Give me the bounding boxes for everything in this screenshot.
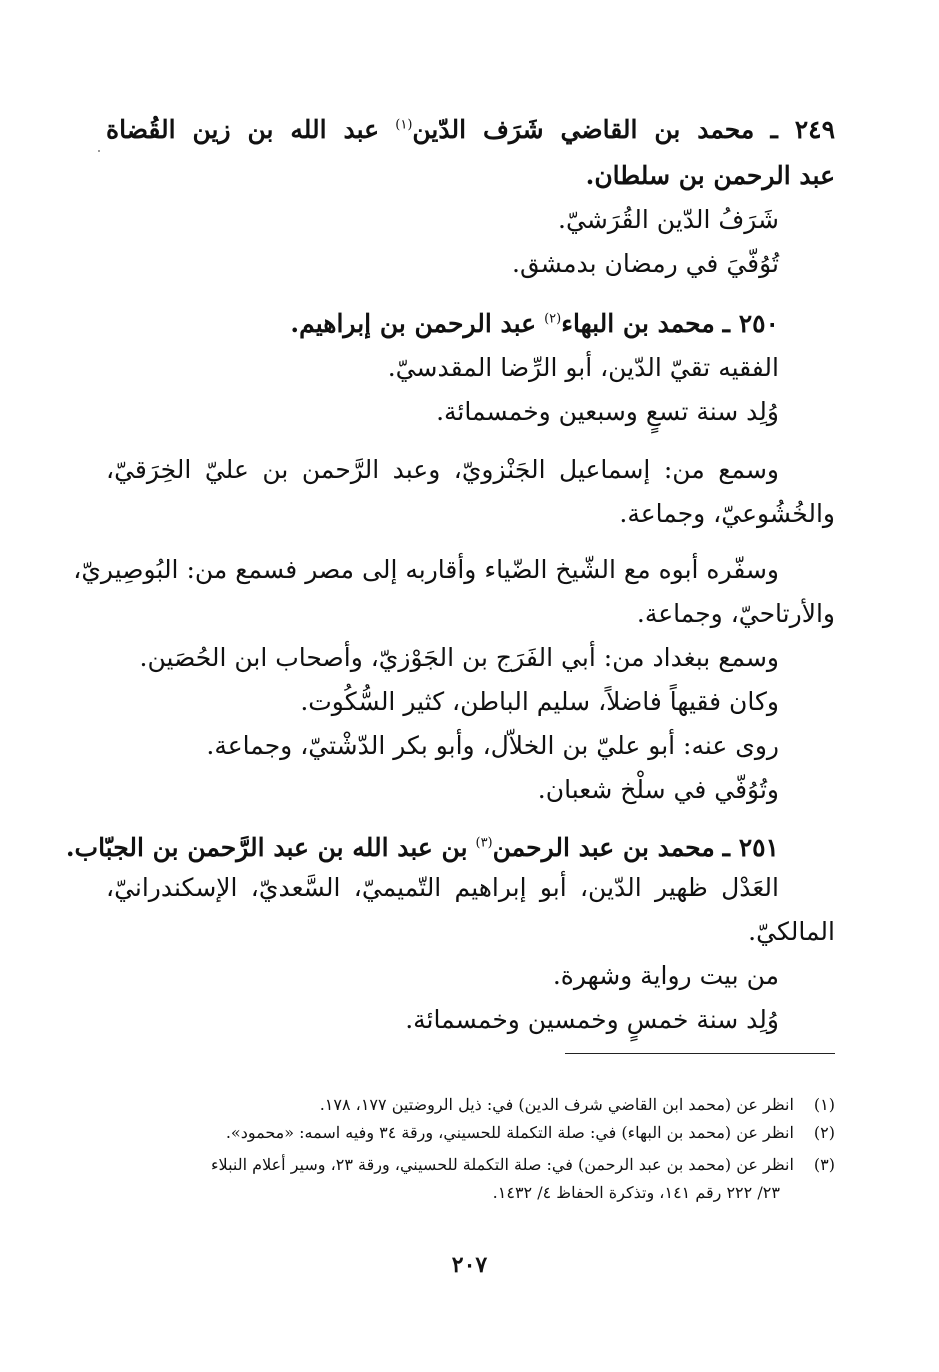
entry-251-line-3: من بيت رواية وشهرة. — [552, 961, 779, 990]
footnote-3-text: انظر عن (محمد بن عبد الرحمن) في: صلة التكملة للحسيني، ورقة ٢٣، وسير أعلام النبلاء — [211, 1155, 794, 1174]
entry-250-number: ٢٥٠ ـ — [722, 309, 779, 338]
entry-250-line-8: وكان فقيهاً فاضلاً، سليم الباطن، كثير السُّكُوت. — [300, 687, 779, 716]
entry-250-name: محمد بن البهاء — [561, 309, 715, 338]
entry-251-line-4: وُلِد سنة خمسٍ وخمسين وخمسمائة. — [405, 1005, 779, 1034]
entry-250-line-9: روى عنه: أبو عليّ بن الخلاّل، وأبو بكر الدّشْتيّ، وجماعة. — [206, 731, 779, 760]
entry-250-heading — [290, 302, 779, 346]
entry-251-number: ٢٥١ ـ — [722, 833, 779, 862]
entry-250-line-7: وسمع ببغداد من: أبي الفَرَج بن الجَوْزيّ، وأصحاب ابن الحُصَين. — [139, 643, 779, 672]
entry-251-lineage: بن عبد الله بن عبد الرَّحمن بن الجبّاب. — [65, 833, 468, 862]
page-number: ٢٠٧ — [451, 1252, 488, 1278]
entry-249-number: ٢٤٩ ـ — [770, 115, 836, 144]
entry-249-line-1: شَرَفُ الدّين القُرَشيّ. — [558, 205, 779, 234]
footnote-separator — [565, 1053, 835, 1054]
footnote-1-text: انظر عن (محمد ابن القاضي شرف الدين) في: ذيل الروضتين ١٧٧، ١٧٨. — [319, 1095, 794, 1114]
entry-250-line-4: والخُشُوعيّ، وجماعة. — [619, 499, 835, 528]
entry-249-heading-line2: عبد الرحمن بن سلطان. — [585, 161, 835, 190]
footnote-2-text: انظر عن (محمد بن البهاء) في: صلة التكملة للحسيني، ورقة ٣٤ وفيه اسمه: «محمود». — [225, 1123, 794, 1142]
entry-250-lineage: عبد الرحمن بن إبراهيم. — [290, 309, 537, 338]
footnote-ref-2: (٢) — [544, 311, 562, 327]
entry-250-line-6: والأرتاحيّ، وجماعة. — [636, 599, 835, 628]
entry-249-heading — [106, 108, 835, 152]
entry-251-line-2: المالكيّ. — [748, 917, 835, 946]
footnote-ref-1: (١) — [395, 117, 413, 133]
margin-dot — [98, 150, 100, 152]
footnote-ref-3: (٣) — [475, 835, 493, 851]
entry-249-lineage: عبد الله بن زين القُضاة — [106, 115, 380, 144]
footnote-3-number: (٣) — [813, 1155, 835, 1174]
entry-251-line-1: العَدْل ظهير الدّين، أبو إبراهيم التّميميّ، السَّعديّ، الإسكندرانيّ، — [106, 873, 779, 902]
entry-250-line-10: وتُوُفّي في سلْخ شعبان. — [537, 775, 779, 804]
footnote-2 — [106, 1120, 835, 1146]
entry-251-heading — [66, 826, 779, 870]
entry-249-line-2: تُوُفّيَ في رمضان بدمشق. — [512, 249, 779, 278]
entry-249-name: محمد بن القاضي شَرَف الدّين — [412, 115, 755, 144]
footnote-1-number: (١) — [813, 1095, 835, 1114]
footnote-1 — [106, 1092, 835, 1118]
entry-250-line-5: وسفّره أبوه مع الشّيخ الضّياء وأقاربه إلى مصر فسمع من: البُوصِيريّ، — [73, 555, 779, 584]
footnote-3 — [106, 1152, 835, 1178]
entry-250-line-3: وسمع من: إسماعيل الجَنْزويّ، وعبد الرَّحمن بن عليّ الخِرَقيّ، — [106, 455, 779, 484]
footnote-2-number: (٢) — [813, 1123, 835, 1142]
entry-250-line-1: الفقيه تقيّ الدّين، أبو الرِّضا المقدسيّ. — [387, 353, 779, 382]
footnote-3-text-line2: ٢٣/ ٢٢٢ رقم ١٤١، وتذكرة الحفاظ ٤/ ١٤٣٢. — [492, 1183, 780, 1202]
entry-250-line-2: وُلِد سنة تسعٍ وسبعين وخمسمائة. — [436, 397, 779, 426]
footnote-3-continued — [106, 1180, 835, 1206]
entry-251-name: محمد بن عبد الرحمن — [492, 833, 715, 862]
